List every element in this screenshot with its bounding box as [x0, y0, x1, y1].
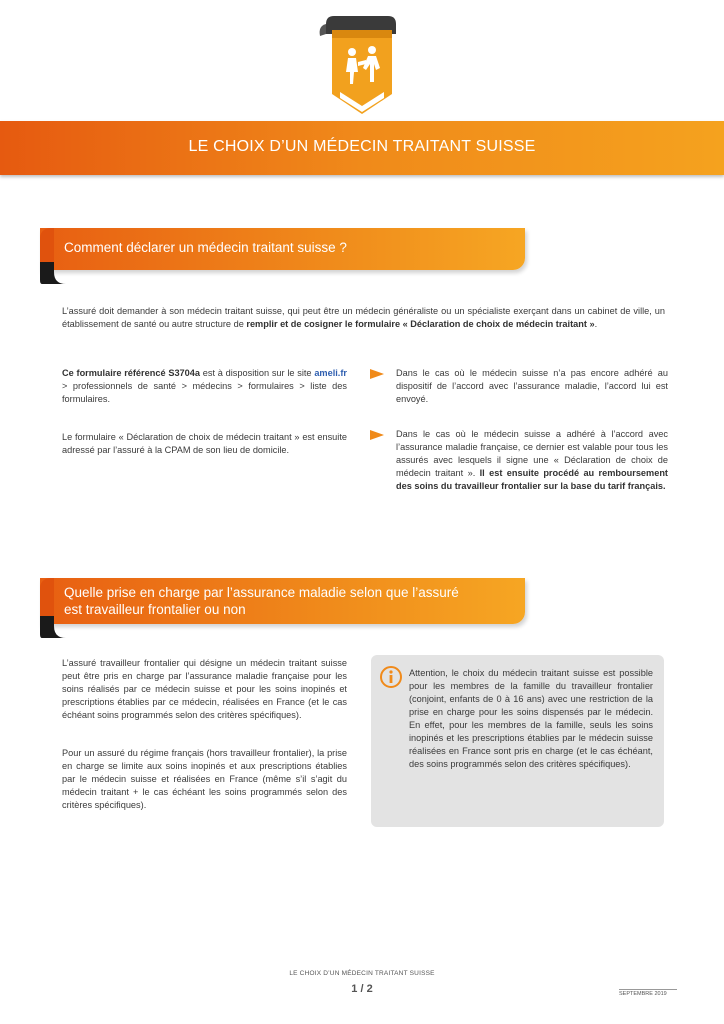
- ribbon-curl-icon: [40, 262, 70, 290]
- section-2-heading-line2: est travailleur frontalier ou non: [64, 602, 246, 617]
- footer-date: SEPTEMBRE 2019: [619, 989, 677, 997]
- list-item-text: [396, 428, 668, 493]
- section-1-heading: [40, 228, 525, 270]
- form-path-text: > professionnels de santé > médecins > formulaires > liste des formulaires.: [62, 381, 347, 404]
- form-reference-bold: Ce formulaire référencé S3704a: [62, 368, 200, 378]
- intro-text: L’assuré doit demander à son médecin traitant suisse, qui peut être un médecin généraliste ou un spécialiste exerçant dans un cabinet de ville, un établissement de santé ou autre structure de: [62, 306, 665, 329]
- page-number: 1 / 2: [351, 983, 373, 995]
- form-sending-paragraph: Le formulaire « Déclaration de choix de médecin traitant » est ensuite adressé par l’assuré à la CPAM de son lieu de domicile.: [62, 432, 347, 455]
- form-reference-paragraph: [62, 367, 347, 406]
- cross-border-people-icon: [312, 14, 412, 124]
- list-item-plain: Dans le cas où le médecin suisse a adhéré à l’accord avec l’assurance maladie française, ce dernier est valable pour tous les assurés avec lesquels il signe une « Déclaration de choix de médecin traitant ».: [396, 429, 668, 478]
- intro-end: .: [594, 319, 598, 329]
- section-2-heading: [40, 578, 525, 624]
- section-1-intro: [62, 305, 665, 331]
- title-banner: [0, 121, 724, 175]
- intro-bold-text: remplir et de cosigner le formulaire « Déclaration de choix de médecin traitant »: [246, 319, 595, 329]
- ribbon-curl-icon: [40, 616, 70, 644]
- arrow-bullet-icon: [370, 369, 384, 379]
- footer-title: LE CHOIX D’UN MÉDECIN TRAITANT SUISSE: [289, 970, 435, 977]
- ameli-link[interactable]: ameli.fr: [314, 368, 347, 378]
- arrow-bullet-icon: [370, 430, 384, 440]
- section-2-heading-line1: Quelle prise en charge par l’assurance maladie selon que l’assuré: [64, 585, 459, 600]
- frontalier-coverage-paragraph: L’assuré travailleur frontalier qui désigne un médecin traitant suisse peut être pris en charge par l’assurance maladie française pour les soins réalisés par ce médecin suisse et pour les soins inopinés et prescriptions établies par ce médecin, réalisées en France (et le cas échéant soins programmés selon des critères spécifiques).: [62, 658, 347, 720]
- list-item-bold: Il est ensuite procédé au remboursement des soins du travailleur frontalier sur la base du tarif français.: [396, 468, 668, 491]
- page-title: LE CHOIX D’UN MÉDECIN TRAITANT SUISSE: [188, 138, 536, 155]
- attention-text: Attention, le choix du médecin traitant suisse est possible pour les membres de la famille du travailleur frontalier (conjoint, enfants de 0 à 16 ans) avec une restriction de la prise en charge pour les soins dispensés par le médecin. En effet, pour les membres de la famille, seuls les soins inopinés et les prescriptions établies par le médecin suisse réalisées en France sont pris en charge (et le cas échéant, des soins programmés selon des critères spécifiques).: [409, 668, 653, 769]
- form-reference-text: est à disposition sur le site: [200, 368, 315, 378]
- list-item-text: Dans le cas où le médecin suisse n’a pas encore adhéré au dispositif de l’accord avec l’assurance maladie, l’accord lui est envoyé.: [396, 368, 668, 404]
- info-icon: [380, 666, 402, 688]
- attention-box: [371, 655, 664, 827]
- section-1-heading-text: Comment déclarer un médecin traitant suisse ?: [64, 240, 347, 255]
- logo-badge: [312, 14, 412, 124]
- french-regime-coverage-paragraph: Pour un assuré du régime français (hors travailleur frontalier), la prise en charge se limite aux soins inopinés et aux prescriptions établies par le médecin suisse et réalisées en France (même s’il s’agit du médecin traitant + le cas échéant les soins programmés selon des critères spécifiques).: [62, 748, 347, 810]
